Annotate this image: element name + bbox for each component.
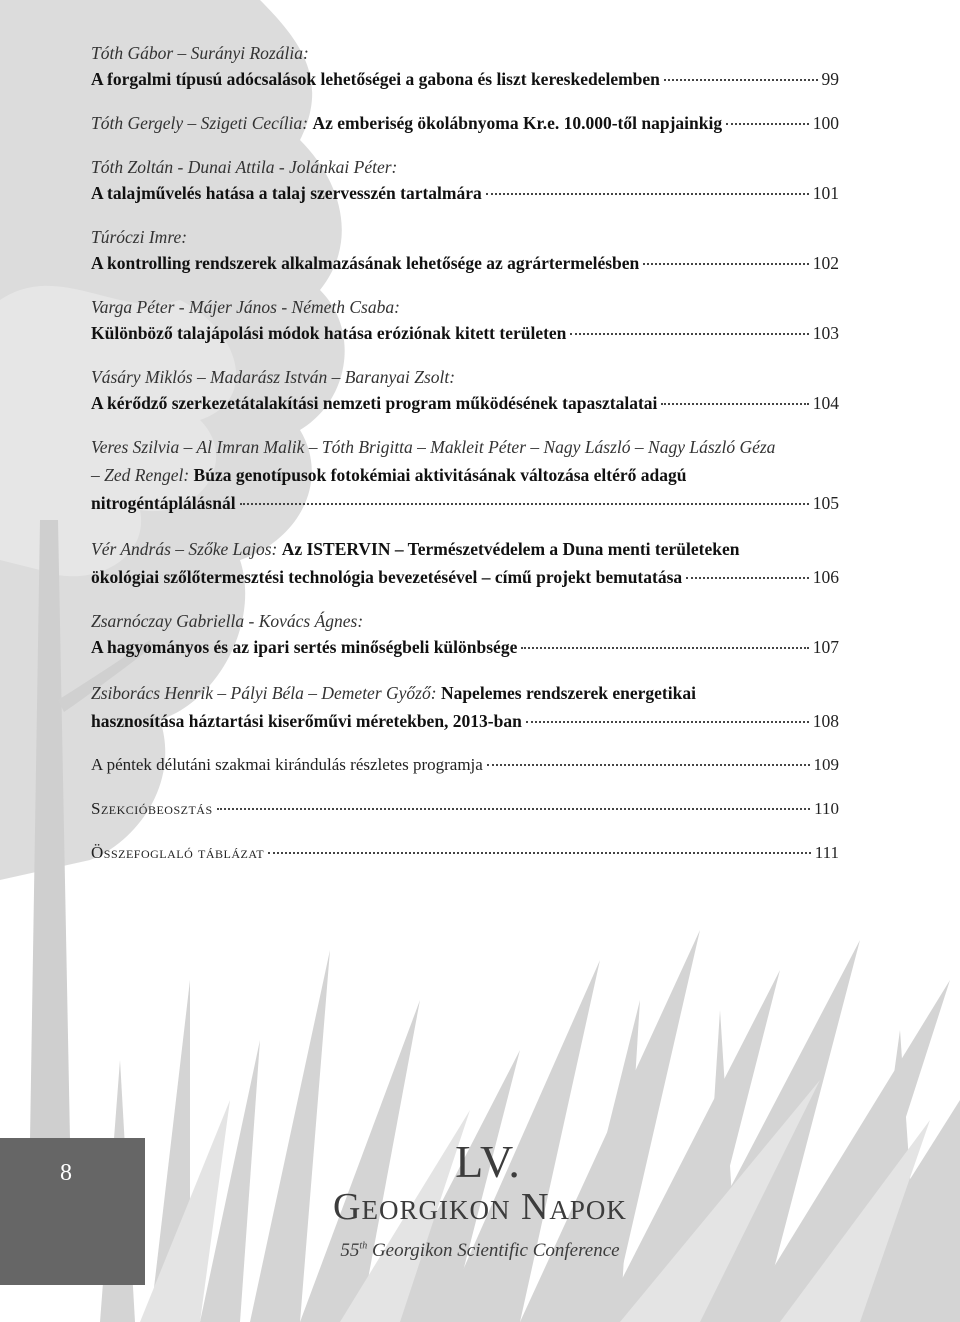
entry-title: A forgalmi típusú adócsalások lehetőségei a gabona és liszt kereskedelemben: [91, 69, 660, 89]
entry-page: 106: [812, 567, 839, 587]
dot-leader: [664, 79, 818, 81]
entry-page: 101: [812, 183, 839, 203]
conference-name: Georgikon Napok: [333, 1186, 627, 1228]
dot-leader: [570, 333, 808, 335]
dot-leader: [268, 852, 811, 854]
entry-title: A kérődző szerkezetátalakítási nemzeti program működésének tapasztalatai: [91, 393, 658, 413]
entry-title: Az emberiség ökolábnyoma Kr.e. 10.000-től napjainkig: [312, 113, 723, 133]
entry-page: 107: [812, 637, 839, 657]
toc-entry[interactable]: [91, 110, 839, 136]
entry-page: 103: [812, 323, 839, 343]
page-number-box: [0, 1138, 145, 1285]
entry-page: 100: [812, 113, 839, 133]
entry-title-cont: nitrogéntáplálásnál: [91, 493, 236, 513]
entry-title-cont: ökológiai szőlőtermesztési technológia bevezetésével – című projekt bemutatása: [91, 567, 683, 587]
toc-entry[interactable]: [91, 40, 839, 92]
toc-entry[interactable]: [91, 840, 839, 866]
toc-entry[interactable]: [91, 678, 839, 734]
entry-page: 99: [821, 69, 839, 89]
entry-authors: Tóth Gábor – Surányi Rozália:: [91, 43, 309, 63]
entry-page: 110: [814, 799, 839, 818]
toc-entry[interactable]: [91, 534, 839, 590]
page-number: 8: [60, 1160, 72, 1186]
dot-leader: [487, 764, 810, 766]
entry-authors: Vér András – Szőke Lajos:: [91, 539, 278, 559]
entry-authors: Vásáry Miklós – Madarász István – Baranyai Zsolt:: [91, 367, 456, 387]
entry-page: 109: [813, 755, 839, 774]
dot-leader: [661, 403, 808, 405]
toc-entry[interactable]: [91, 796, 839, 822]
entry-authors: Varga Péter - Májer János - Németh Csaba:: [91, 297, 400, 317]
subtitle-suffix: th: [359, 1240, 368, 1252]
toc-entry[interactable]: [91, 154, 839, 206]
entry-title: A péntek délutáni szakmai kirándulás részletes programja: [91, 755, 483, 774]
dot-leader: [217, 808, 811, 810]
dot-leader: [240, 503, 809, 505]
entry-title: Összefoglaló táblázat: [91, 843, 265, 862]
entry-authors: Zsiborács Henrik – Pályi Béla – Demeter Győző:: [91, 683, 437, 703]
entry-authors: Zsarnóczay Gabriella - Kovács Ágnes:: [91, 611, 364, 631]
entry-authors: Veres Szilvia – Al Imran Malik – Tóth Brigitta – Makleit Péter – Nagy László – Nagy László Géza: [91, 437, 776, 457]
entry-authors-cont: – Zed Rengel:: [91, 465, 190, 485]
entry-title: Napelemes rendszerek energetikai: [440, 683, 696, 703]
conference-edition: LV.: [455, 1136, 521, 1187]
toc-entry[interactable]: [91, 752, 839, 778]
entry-page: 102: [812, 253, 839, 273]
subtitle-text: Georgikon Scientific Conference: [371, 1240, 620, 1261]
entry-title: A talajművelés hatása a talaj szervesszén tartalmára: [91, 183, 482, 203]
dot-leader: [486, 193, 809, 195]
entry-title-cont: hasznosítása háztartási kiserőművi méretekben, 2013-ban: [91, 711, 522, 731]
toc-entry[interactable]: [91, 364, 839, 416]
entry-title: Különböző talajápolási módok hatása eróziónak kitett területen: [91, 323, 567, 343]
entry-page: 104: [812, 393, 839, 413]
dot-leader: [526, 721, 809, 723]
entry-page: 105: [812, 493, 839, 513]
conference-subtitle: [300, 1240, 660, 1262]
entry-title: Szekcióbeosztás: [91, 799, 213, 818]
entry-title: Búza genotípusok fotokémiai aktivitásának változása eltérő adagú: [193, 465, 687, 485]
toc-entry[interactable]: [91, 294, 839, 346]
entry-authors: Tóth Zoltán - Dunai Attila - Jolánkai Péter:: [91, 157, 398, 177]
table-of-contents: [91, 40, 839, 884]
toc-entry[interactable]: [91, 224, 839, 276]
subtitle-number: 55: [340, 1240, 360, 1261]
dot-leader: [726, 123, 809, 125]
entry-authors: Tóth Gergely – Szigeti Cecília:: [91, 113, 309, 133]
dot-leader: [643, 263, 808, 265]
entry-authors: Túróczi Imre:: [91, 227, 188, 247]
toc-entry[interactable]: [91, 608, 839, 660]
entry-title: A hagyományos és az ipari sertés minőségbeli különbsége: [91, 637, 518, 657]
entry-title: A kontrolling rendszerek alkalmazásának lehetősége az agrártermelésben: [91, 253, 640, 273]
entry-page: 108: [812, 711, 839, 731]
dot-leader: [521, 647, 808, 649]
dot-leader: [686, 577, 809, 579]
entry-title: Az ISTERVIN – Természetvédelem a Duna menti területeken: [281, 539, 740, 559]
toc-entry[interactable]: [91, 434, 839, 516]
entry-page: 111: [814, 843, 839, 862]
